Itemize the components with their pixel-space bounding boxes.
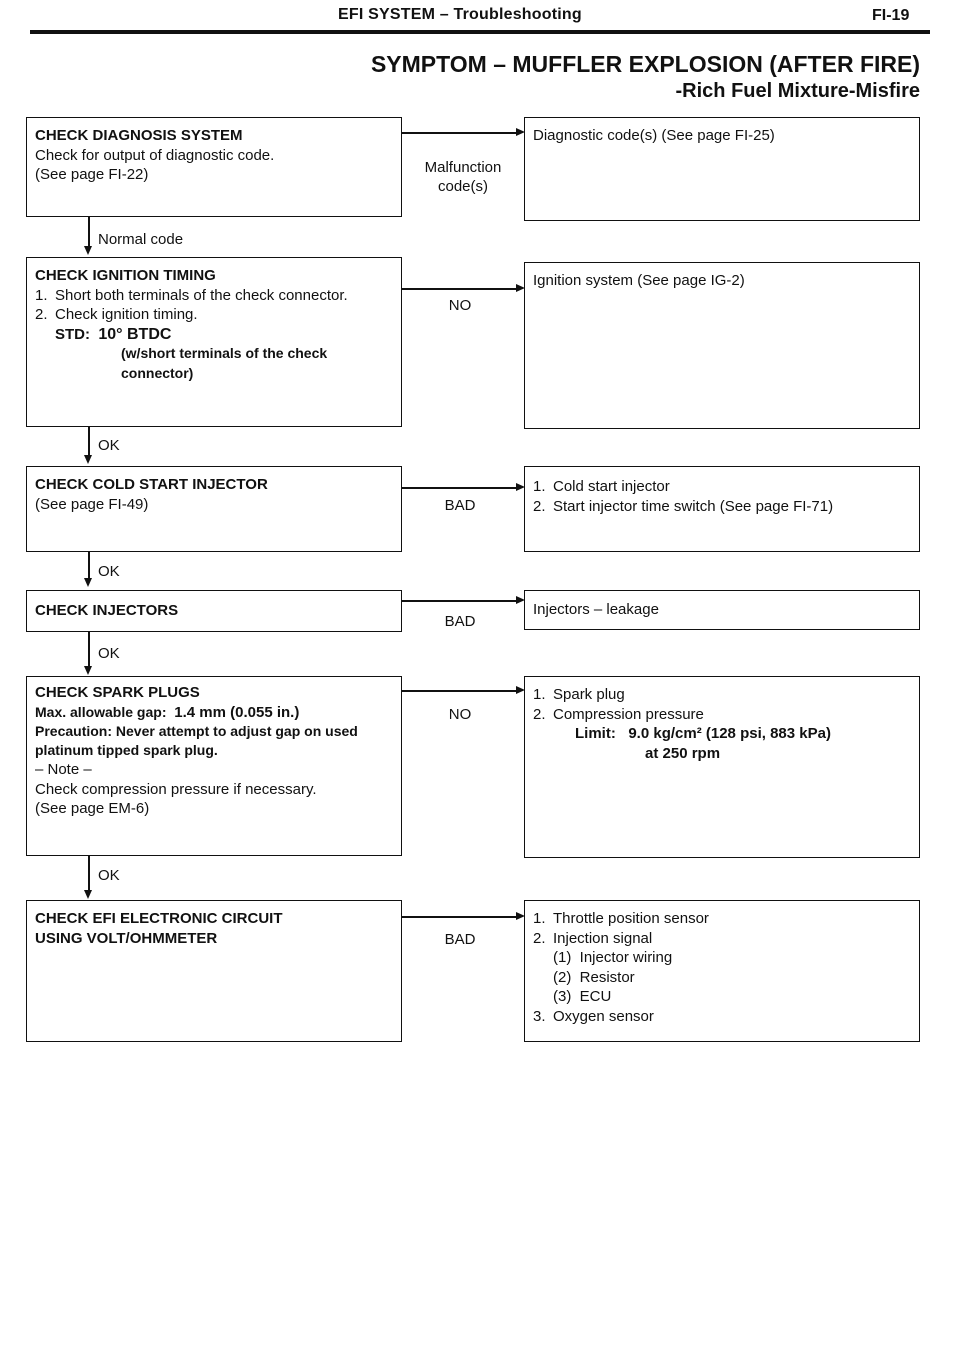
list-text: Compression pressure bbox=[553, 705, 704, 723]
header-title: EFI SYSTEM – Troubleshooting bbox=[338, 6, 582, 23]
precaution-text: Precaution: Never attempt to adjust gap on used platinum tipped spark plug. bbox=[35, 723, 358, 758]
gap-label: Max. allowable gap: bbox=[35, 703, 167, 720]
list-number: 2. bbox=[533, 705, 546, 723]
step-ref: (See page FI-49) bbox=[35, 495, 149, 513]
gap-value: 1.4 mm (0.055 in.) bbox=[174, 703, 300, 721]
header-rule bbox=[30, 30, 930, 34]
result-diagnostic-codes bbox=[524, 117, 920, 221]
branch-label: NO bbox=[448, 706, 472, 723]
step-heading: CHECK INJECTORS bbox=[35, 602, 179, 619]
step-ref: (See page FI-22) bbox=[35, 166, 149, 183]
branch-label: BAD bbox=[444, 497, 476, 514]
list-text: Cold start injector bbox=[553, 478, 670, 495]
arrow-down-icon bbox=[84, 455, 92, 464]
flow-line bbox=[88, 552, 90, 580]
arrow-down-icon bbox=[84, 890, 92, 899]
sublist-item: (2) Resistor bbox=[553, 968, 635, 986]
result-list bbox=[533, 909, 911, 948]
result-text: Diagnostic code(s) (See page FI-25) bbox=[533, 127, 775, 144]
step-check-injectors bbox=[26, 590, 402, 632]
connector-line bbox=[402, 916, 518, 918]
flow-line bbox=[88, 427, 90, 457]
result-text: Injectors – leakage bbox=[533, 601, 659, 618]
connector-line bbox=[402, 690, 518, 692]
list-text: Injection signal bbox=[553, 929, 653, 947]
step-check-ignition-timing bbox=[26, 257, 402, 427]
list-number: 1. bbox=[533, 478, 546, 495]
list-item bbox=[533, 705, 911, 725]
limit-label: Limit: bbox=[575, 725, 616, 742]
step-heading: CHECK SPARK PLUGS bbox=[35, 684, 200, 701]
arrow-down-icon bbox=[84, 578, 92, 587]
limit-line bbox=[533, 724, 911, 744]
page-number: FI-19 bbox=[872, 7, 910, 24]
list-number: 2. bbox=[533, 497, 546, 515]
list-text: Short both terminals of the check connector. bbox=[55, 286, 348, 304]
list-number: 1. bbox=[35, 286, 48, 304]
list-text: Oxygen sensor bbox=[553, 1007, 654, 1025]
symptom-subtitle: -Rich Fuel Mixture-Misfire bbox=[675, 80, 920, 102]
list-number: 3. bbox=[533, 1007, 546, 1025]
step-text: Check for output of diagnostic code. bbox=[35, 146, 275, 164]
connector-line bbox=[402, 288, 518, 290]
result-sublist bbox=[533, 948, 911, 1007]
result-efi-circuit bbox=[524, 900, 920, 1042]
flow-label: OK bbox=[98, 645, 120, 662]
flow-line bbox=[88, 217, 90, 247]
branch-label: BAD bbox=[444, 613, 476, 630]
flow-line bbox=[88, 632, 90, 668]
list-number: 1. bbox=[533, 910, 546, 927]
list-item bbox=[35, 305, 393, 325]
list-item bbox=[35, 286, 393, 306]
branch-label: Malfunction code(s) bbox=[424, 159, 502, 195]
list-number: 2. bbox=[35, 306, 48, 323]
list-item bbox=[533, 477, 911, 497]
list-item bbox=[533, 1007, 911, 1027]
arrow-down-icon bbox=[84, 246, 92, 255]
note-label: – Note – bbox=[35, 761, 92, 778]
result-last bbox=[533, 1007, 911, 1027]
step-check-efi-circuit bbox=[26, 900, 402, 1042]
sublist-item: (1) Injector wiring bbox=[553, 949, 673, 966]
step-heading: CHECK DIAGNOSIS SYSTEM bbox=[35, 127, 243, 144]
note-ref: (See page EM-6) bbox=[35, 800, 150, 817]
list-text: Throttle position sensor bbox=[553, 910, 709, 927]
std-label: STD: bbox=[55, 325, 90, 343]
connector-line bbox=[402, 132, 518, 134]
result-spark-plug bbox=[524, 676, 920, 858]
step-check-diagnosis bbox=[26, 117, 402, 217]
list-text: Start injector time switch (See page FI-71) bbox=[553, 497, 834, 515]
flow-label: OK bbox=[98, 867, 120, 884]
step-heading: CHECK IGNITION TIMING bbox=[35, 267, 216, 284]
flow-label: OK bbox=[98, 437, 120, 454]
result-cold-start-injector bbox=[524, 466, 920, 552]
std-note: (w/short terminals of the check connector) bbox=[121, 345, 328, 381]
result-list bbox=[533, 477, 911, 516]
limit-value: 9.0 kg/cm² (128 psi, 883 kPa) bbox=[628, 725, 831, 742]
flow-label: OK bbox=[98, 563, 120, 580]
note-text: Check compression pressure if necessary. bbox=[35, 780, 317, 798]
step-heading: CHECK COLD START INJECTOR bbox=[35, 476, 268, 493]
list-number: 1. bbox=[533, 686, 546, 703]
symptom-title: SYMPTOM – MUFFLER EXPLOSION (AFTER FIRE) bbox=[370, 51, 920, 77]
step-heading: CHECK EFI ELECTRONIC CIRCUIT USING VOLT/OHMMETER bbox=[35, 910, 283, 947]
std-value: 10° BTDC bbox=[98, 325, 172, 343]
arrow-down-icon bbox=[84, 666, 92, 675]
connector-line bbox=[402, 600, 518, 602]
result-list bbox=[533, 685, 911, 724]
gap-line bbox=[35, 703, 393, 723]
step-list bbox=[35, 286, 393, 325]
step-check-cold-start-injector bbox=[26, 466, 402, 552]
flow-line bbox=[88, 856, 90, 892]
flow-label: Normal code bbox=[98, 231, 184, 248]
symptom-heading bbox=[220, 50, 920, 104]
list-item bbox=[533, 909, 911, 929]
sublist-item: (3) ECU bbox=[553, 988, 612, 1005]
result-text: Ignition system (See page IG-2) bbox=[533, 272, 745, 289]
branch-label: BAD bbox=[444, 931, 476, 948]
result-injectors-leakage bbox=[524, 590, 920, 630]
result-ignition-system bbox=[524, 262, 920, 429]
list-item bbox=[533, 929, 911, 949]
list-item bbox=[533, 685, 911, 705]
list-text: Spark plug bbox=[553, 686, 625, 703]
step-check-spark-plugs bbox=[26, 676, 402, 856]
limit-rpm: at 250 rpm bbox=[645, 744, 721, 762]
list-item bbox=[533, 497, 911, 517]
std-line bbox=[35, 325, 393, 345]
connector-line bbox=[402, 487, 518, 489]
branch-label: NO bbox=[448, 297, 472, 314]
list-text: Check ignition timing. bbox=[55, 306, 198, 323]
list-number: 2. bbox=[533, 929, 546, 947]
